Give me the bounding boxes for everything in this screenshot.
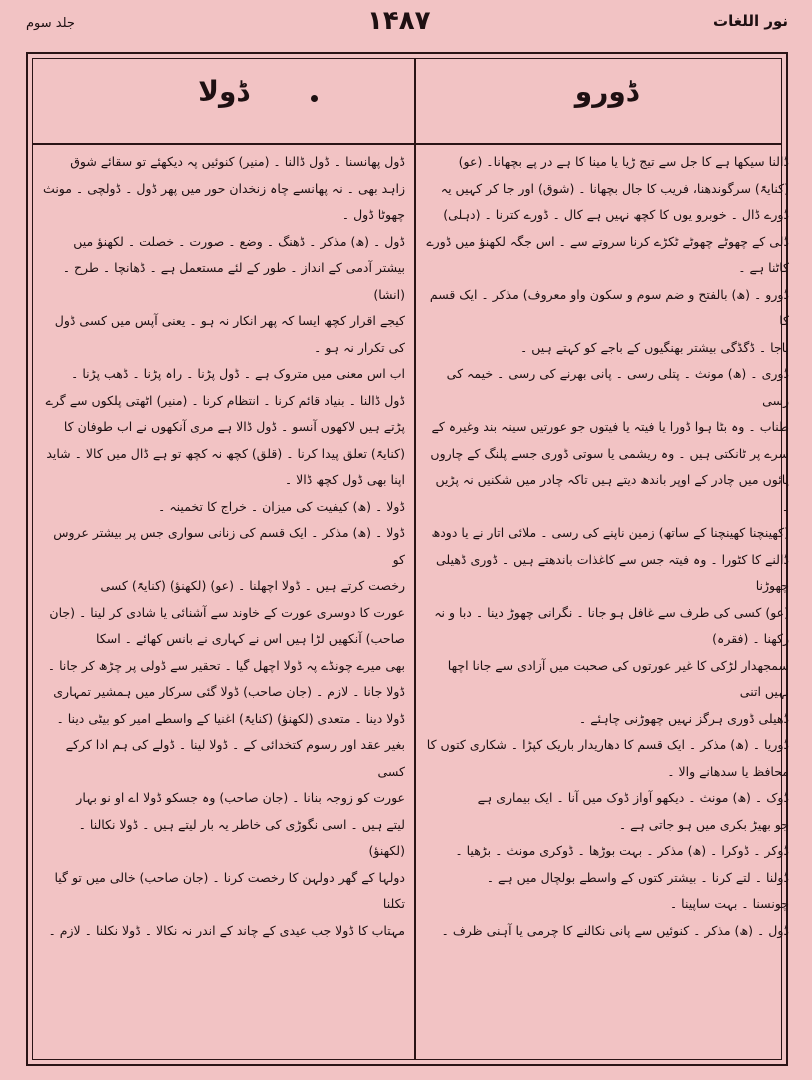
page-frame	[26, 52, 788, 1066]
dictionary-line: چونسنا ۔ بہت ساپینا ۔	[669, 896, 789, 911]
right-column-text	[425, 149, 789, 1059]
dictionary-line: محافظ یا سدھانے والا ۔	[667, 763, 789, 779]
dictionary-line: (عو) کسی کی طرف سے غافل ہو جانا ۔ نگرانی چھوڑ دینا ۔ دبا و نہ رکھنا ۔ (فقرہ)	[434, 604, 789, 646]
dictionary-line: چھوٹا ڈول ۔	[341, 207, 405, 222]
dictionary-line: جو بھیڑ بکری میں ہو جاتی ہے ۔	[618, 816, 789, 832]
dictionary-line: سمجھدار لڑکی کا غیر عورتوں کی صحبت میں آزادی سے جانا اچھا نہیں اتنی	[447, 657, 789, 699]
dictionary-line: ڈالنا سیکھا ہے کا جل سے تیج ڑیا یا مینا کا ہے در پے بچھانا۔ (عو)	[458, 154, 789, 169]
dictionary-line: ڈول پھانسنا ۔ ڈول ڈالنا ۔ (منیر) کنوئیں پہ دیکھئے تو سقائے شوق	[70, 154, 405, 169]
dictionary-line: ڈول ۔ (ھ) مذکر ۔ کنوئیں سے پانی نکالنے کا چرمی یا آہنی ظرف ۔	[441, 922, 789, 938]
dictionary-line: اب اس معنی میں متروک ہے ۔ ڈول پڑنا ۔ راہ پڑنا ۔ ڈھب پڑنا ۔	[71, 366, 405, 381]
heading-dot	[311, 95, 318, 102]
dictionary-line: رخصت کرتے ہیں ۔ ڈولا اچھلنا ۔ (عو) (لکھنؤ) (کنایۃً) کسی	[100, 578, 405, 593]
dictionary-line: ڈوکر ۔ ڈوکرا ۔ (ھ) مذکر ۔ بہت بوڑھا ۔ ڈوکری مونث ۔ بڑھیا ۔	[455, 843, 789, 858]
left-column-text	[41, 149, 405, 1059]
dictionary-line: کاٹنا ہے ۔	[738, 260, 789, 275]
dictionary-line: پائوں میں چادر کے اوپر باندھ دیتے ہیں تاکہ چادر میں شکنیں نہ پڑیں ۔	[435, 472, 789, 514]
dictionary-line: زاہد بھی ۔ نہ پھانسے چاہ زنخدان حور میں پھر ڈول ۔ ڈولچی ۔ مونث	[43, 180, 405, 196]
column-divider	[414, 59, 416, 1059]
page-frame-inner	[32, 58, 789, 1060]
dictionary-line: سرے پر ٹانکتی ہیں ۔ وہ ریشمی یا سوتی ڈوری جسے پلنگ کے چاروں	[430, 445, 789, 461]
dictionary-line: پڑتے ہیں لاکھوں آنسو ۔ ڈول ڈالا ہے مری آنکھوں نے اب طوفان کا	[63, 419, 405, 434]
dictionary-line: ڈولا ۔ (ھ) مذکر ۔ ایک قسم کی زنانی سواری جس پر بیشتر عروس کو	[53, 525, 405, 567]
running-title: نور اللغات	[713, 12, 788, 30]
dictionary-line: ڈلی کے چھوٹے چھوٹے ٹکڑے کرنا سروتے سے ۔ اس جگہ لکھنؤ میں ڈورے	[426, 233, 789, 249]
dictionary-line: طناب ۔ وہ بٹا ہوا ڈورا یا فیتہ یا فیتوں جو عورتیں سینہ بند وغیرہ کے	[431, 419, 789, 434]
dictionary-line: بیشتر آدمی کے انداز ۔ طور کے لئے مستعمل ہے ۔ ڈھانچا ۔ طرح ۔ (انشا)	[62, 260, 405, 302]
dictionary-line: صاحب) آنکھیں لڑا ہیں اس نے کہاری نے بانس کھائے ۔ اسکا	[96, 631, 405, 646]
dictionary-line: ڈولا جانا ۔ لازم ۔ (جان صاحب) ڈولا گئی سرکار میں ہمشیر تمہاری	[53, 684, 405, 699]
dictionary-line: کیجے اقرار کچھ ایسا کہ پھر انکار نہ ہو ۔ یعنی آپس میں کسی ڈول کی تکرار نہ ہو ۔	[54, 313, 405, 355]
dictionary-line: ڈولا دینا ۔ متعدی (لکھنؤ) (کنایۃً) اغنیا کے واسطے امیر کو بیٹی دینا ۔	[56, 710, 405, 726]
dictionary-line: عورت کا دوسری عورت کے خاوند سے آشنائی یا شادی کر لینا ۔ (جان	[49, 604, 405, 620]
column-heading-row	[33, 59, 781, 145]
dictionary-line: (کھینچنا کھینچنا کے ساتھ) زمین ناپنے کی رسی ۔ ملائی اتار نے یا دودھ	[431, 525, 789, 540]
dictionary-line: لیتے ہیں ۔ اسی نگوڑی کی خاطر یہ بار لیتے ہیں ۔ ڈولا نکالنا ۔ (لکھنؤ)	[78, 816, 405, 858]
dictionary-line: باجا ۔ ڈگڈگی بیشتر بھنگیوں کے باجے کو کہتے ہیں ۔	[519, 339, 789, 355]
dictionary-line: ڈولا ۔ (ھ) کیفیت کی میزان ۔ خراج کا تخمینہ ۔	[158, 498, 405, 514]
dictionary-line: بغیر عقد اور رسوم کتخدائی کے ۔ ڈولا لینا ۔ ڈولے کی ہم ادا کرکے کسی	[65, 737, 405, 779]
dictionary-line: دولہا کے گھر دولہن کا رخصت کرنا ۔ (جان صاحب) خالی میں تو گیا تکلنا	[54, 869, 405, 911]
dictionary-line: ڈوریا ۔ (ھ) مذکر ۔ ایک قسم کا دھاریدار باریک کپڑا ۔ شکاری کتوں کا	[426, 737, 789, 752]
right-column-heading: ڈورو	[574, 75, 639, 108]
dictionary-line: ڈالنے کا کٹورا ۔ وہ فیتہ جس سے کاغذات باندھتے ہیں ۔ ڈوری ڈھیلی چھوڑنا	[436, 551, 789, 593]
dictionary-line: عورت کو زوجہ بنانا ۔ (جان صاحب) وہ جسکو ڈولا اے او نو بہار	[76, 790, 405, 805]
dictionary-line: ڈھیلی ڈوری ہرگز نہیں چھوڑنی چاہئے ۔	[578, 710, 789, 726]
dictionary-line: ڈوری ۔ (ھ) مونث ۔ پتلی رسی ۔ پانی بھرنے کی رسی ۔ خیمہ کی رسی	[446, 366, 789, 408]
dictionary-line: (کنایۃً) سرگوندھنا، فریب کا جال بچھانا ۔ (شوق) اور جا کر کہیں یہ	[440, 180, 789, 196]
dictionary-line: بھی میرے چونڈے پہ ڈولا اچھل گیا ۔ تحقیر سے ڈولی پر چڑھ کر جانا ۔	[47, 657, 405, 673]
dictionary-line: ڈوک ۔ (ھ) مونث ۔ دیکھو آواز ڈوک میں آنا ۔ ایک بیماری ہے	[477, 790, 789, 805]
dictionary-line: اپنا بھی ڈول کچھ ڈالا ۔	[284, 472, 405, 487]
page-number: ۱۴۸۷	[367, 6, 431, 36]
dictionary-line: ڈول ڈالنا ۔ بنیاد قائم کرنا ۔ انتظام کرنا ۔ (منیر) اٹھتی پلکوں سے گرے	[45, 392, 405, 408]
left-column-heading: ڈولا	[198, 75, 249, 108]
dictionary-line: ڈول ۔ (ھ) مذکر ۔ ڈھنگ ۔ وضع ۔ صورت ۔ خصلت ۔ لکھنؤ میں	[73, 233, 405, 249]
volume-label: جلد سوم	[26, 16, 75, 31]
dictionary-line: مہتاب کا ڈولا جب عیدی کے چاند کے اندر نہ نکالا ۔ ڈولا نکلنا ۔ لازم ۔	[48, 922, 405, 938]
dictionary-line: (کنایۃً) تعلق پیدا کرنا ۔ (قلق) کچھ نہ کچھ تو ہے ڈال میں کالا ۔ شاید	[46, 445, 405, 461]
running-header	[22, 6, 792, 48]
dictionary-line: ڈورے ڈال ۔ خوبرو یوں کا کچھ نہیں ہے کال ۔ ڈورے کترنا ۔ (دہلی)	[443, 207, 789, 222]
dictionary-line: ڈورو ۔ (ھ) بالفتح و ضم سوم و سکون واو معروف) مذکر ۔ ایک قسم کا	[429, 286, 789, 328]
dictionary-line: ڈولنا ۔ لتے کرنا ۔ بیشتر کتوں کے واسطے بولچال میں ہے ۔	[486, 869, 789, 885]
